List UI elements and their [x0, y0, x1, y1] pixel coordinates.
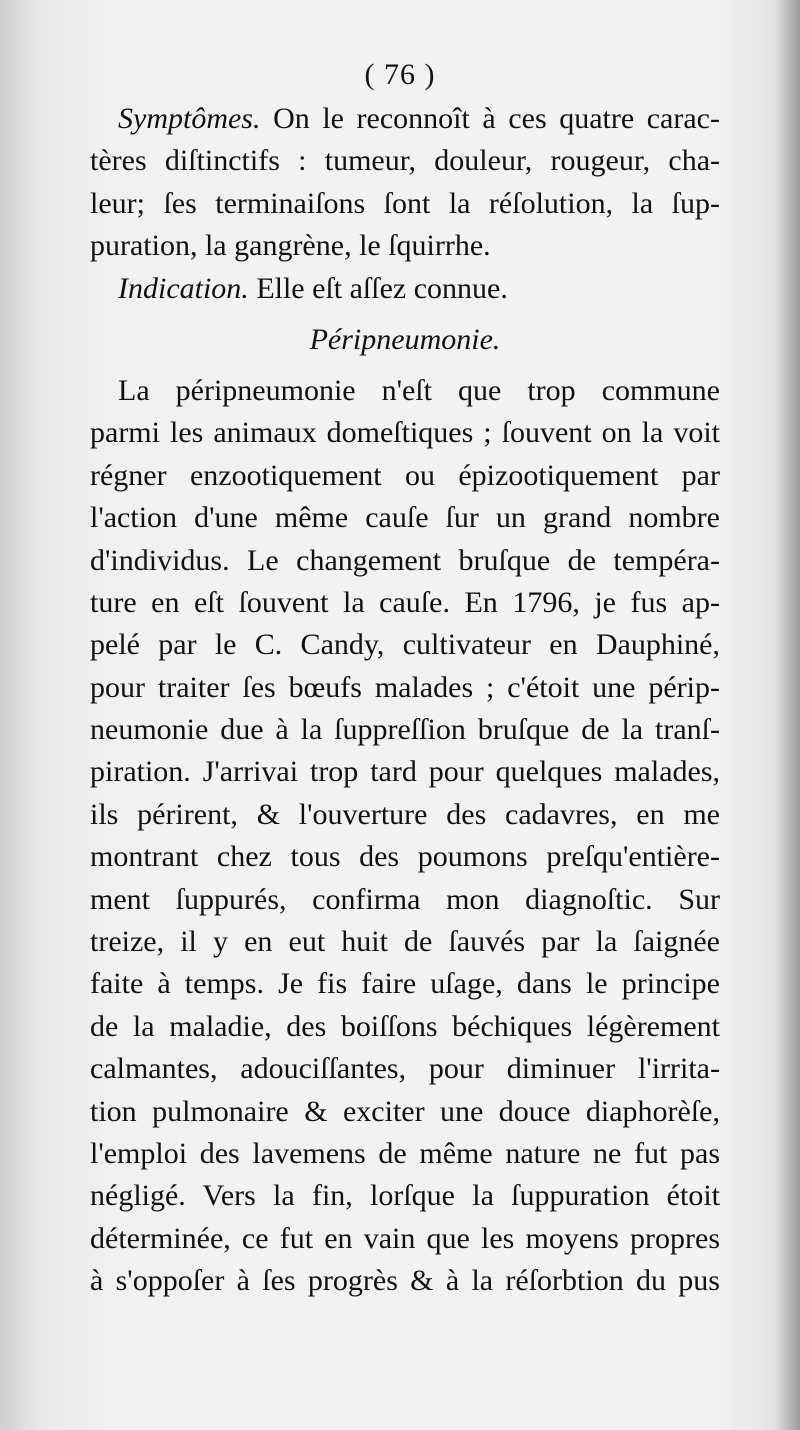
- section-title: Péripneumonie.: [309, 322, 501, 356]
- symptomes-line-4: puration, la gangrène, le ſquirrhe.: [90, 229, 491, 263]
- main-line-3: régner enzootiquement ou épizootiquement par: [90, 458, 720, 492]
- main-line-2: parmi les animaux domeſtiques ; ſouvent on la voit: [90, 416, 720, 450]
- main-line-22: à s'oppoſer à ſes progrès & à la réſorbtion du pus: [90, 1264, 720, 1298]
- page-body: [90, 98, 720, 1303]
- symptomes-line-1: [90, 98, 720, 140]
- main-line-6: ture en eſt ſouvent la cauſe. En 1796, je fus ap-: [90, 585, 720, 619]
- main-line-13: ment ſuppurés, confirma mon diagnoſtic. Sur: [90, 882, 720, 916]
- main-line-20: négligé. Vers la fin, lorſque la ſuppuration étoit: [90, 1179, 720, 1213]
- main-line-16: de la maladie, des boiſſons béchiques légèrement: [90, 1009, 720, 1043]
- main-line-14: treize, il y en eut huit de ſauvés par la ſaignée: [90, 925, 720, 959]
- main-line-11: ils périrent, & l'ouverture des cadavres, en me: [90, 797, 720, 831]
- main-line-17: calmantes, adouciſſantes, pour diminuer l'irrita-: [90, 1052, 720, 1086]
- main-line-7: pelé par le C. Candy, cultivateur en Dauphiné,: [90, 628, 720, 662]
- indication-text: Elle eſt aſſez connue.: [248, 271, 508, 305]
- indication-line: [90, 268, 720, 310]
- symptomes-text-1: On le reconnoît à ces quatre carac-: [260, 102, 720, 135]
- main-line-15: faite à temps. Je fis faire uſage, dans le principe: [90, 967, 720, 1001]
- page-edge-shadow: [778, 0, 800, 1430]
- symptomes-term: Symptômes.: [118, 102, 261, 135]
- main-line-4: l'action d'une même cauſe ſur un grand nombre: [90, 501, 720, 535]
- main-line-21: déterminée, ce fut en vain que les moyens propres: [90, 1221, 720, 1255]
- indication-term: Indication.: [118, 271, 249, 305]
- main-line-10: piration. J'arrivai trop tard pour quelques malades,: [90, 755, 720, 789]
- main-line-18: tion pulmonaire & exciter une douce diaphorèſe,: [90, 1094, 720, 1128]
- main-line-5: d'individus. Le changement bruſque de tempéra-: [90, 543, 720, 577]
- main-line-8: pour traiter ſes bœufs malades ; c'étoit une périp-: [90, 670, 720, 704]
- main-line-9: neumonie due à la ſuppreſſion bruſque de la tranſ-: [90, 713, 720, 747]
- main-line-12: montrant chez tous des poumons preſqu'entière-: [90, 840, 720, 874]
- main-line-19: l'emploi des lavemens de même nature ne fut pas: [90, 1136, 720, 1170]
- main-line-1: La péripneumonie n'eſt que trop commune: [118, 373, 720, 407]
- page-number: ( 76 ): [364, 58, 436, 91]
- symptomes-line-2: tères diſtinctifs : tumeur, douleur, rougeur, cha-: [90, 144, 720, 178]
- symptomes-line-3: leur; ſes terminaiſons ſont la réſolution, la ſup-: [90, 186, 720, 220]
